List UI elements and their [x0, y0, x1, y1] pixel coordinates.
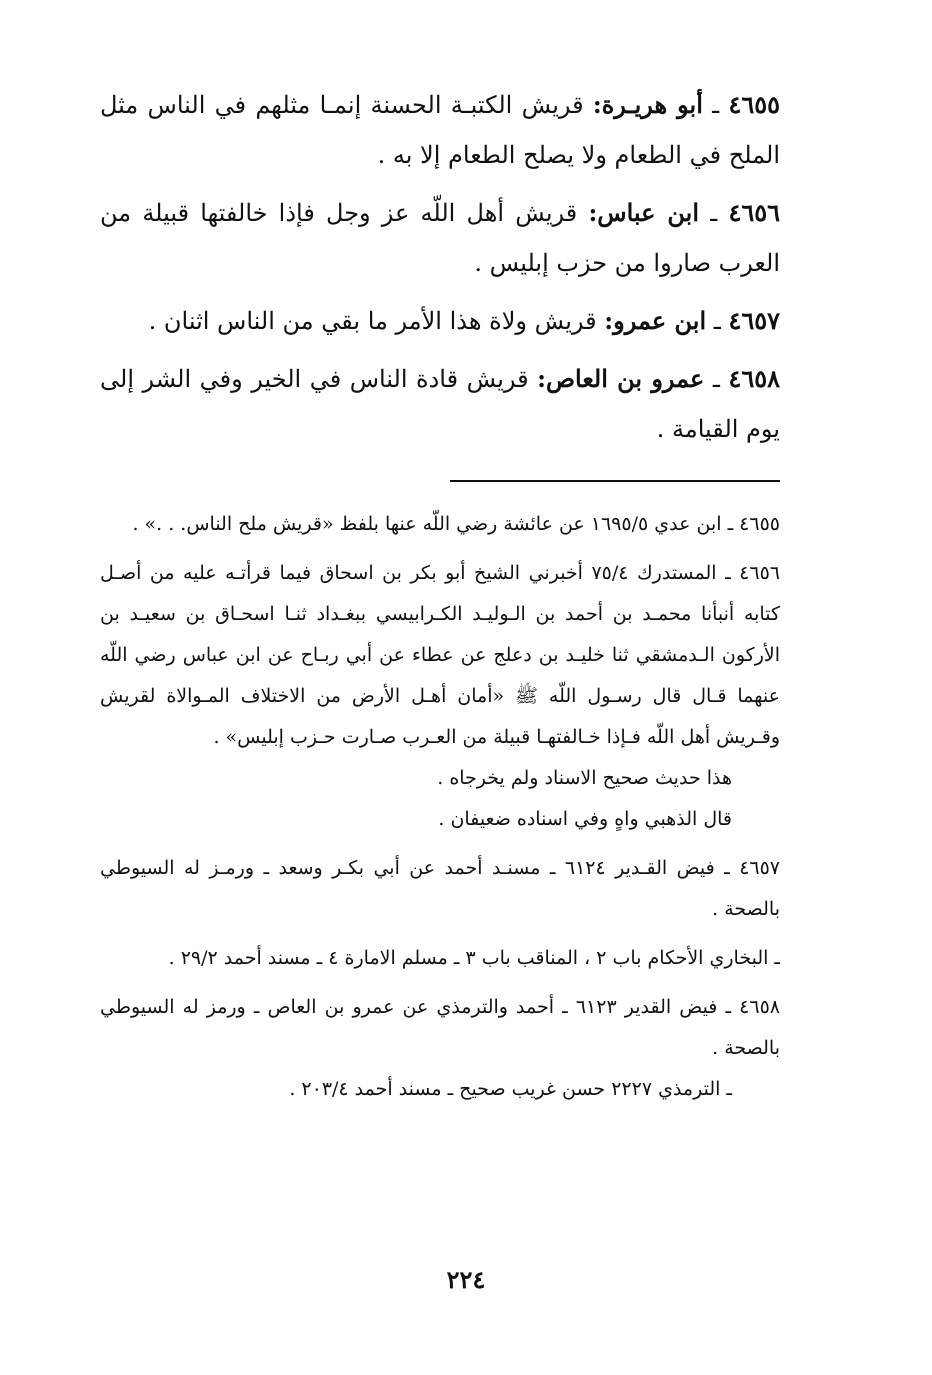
page-body	[100, 80, 780, 1118]
page-number: ٢٢٤	[446, 1265, 486, 1294]
footnote-divider	[450, 480, 780, 482]
hadith-entry-4655	[100, 80, 780, 180]
entry-dash: ـ	[699, 199, 718, 227]
footnote-4657	[100, 848, 780, 930]
footnote-text: ٤٦٥٦ ـ المستدرك ٧٥/٤ أخبرني الشيخ أبو بكر بن اسحاق فيما قرأتـه عليه من أصـل كتابه أنبأنا محمـد بن أحمد بن الـوليـد الكـرابيسي ببغـداد ثنـا اسحـاق بن سعيـد بن الأركون الـدمشقي ثنا خليـد بن دعلج عن عطاء عن أبي ربـاح عن ابن عباس رضي اللّه عنهما قـال قال رسـول اللّه ﷺ «أمان أهـل الأرض من الاختلاف المـوالاة لقريش وقـريش أهل اللّه فـإذا خـالفتهـا قبيلة من العـرب صـارت حـزب إبليس» .	[100, 562, 780, 748]
entry-narrator: أبو هريـرة:	[592, 90, 703, 119]
footnote-text: ـ البخاري الأحكام باب ٢ ، المناقب باب ٣ ـ مسلم الامارة ٤ ـ مسند أحمد ٢٩/٢ .	[168, 947, 780, 969]
entry-number: ٤٦٥٧	[728, 306, 780, 335]
entry-text: قريش قادة الناس في الخير وفي الشر إلى يوم القيامة .	[100, 365, 780, 443]
entry-dash: ـ	[704, 365, 720, 393]
footnote-4655	[100, 504, 780, 545]
footnote-text: ٤٦٥٧ ـ فيض القـدير ٦١٢٤ ـ مسنـد أحمد عن أبي بكـر وسعد ـ ورمـز له السيوطي بالصحة .	[100, 857, 781, 920]
entry-text: قريش أهل اللّه عز وجل فإذا خالفتها قبيلة من العرب صاروا من حزب إبليس .	[100, 199, 780, 277]
footnote-comment: ـ الترمذي ٢٢٢٧ حسن غريب صحيح ـ مسند أحمد ٢٠٣/٤ .	[289, 1078, 732, 1100]
hadith-entry-4658	[100, 354, 780, 454]
entry-narrator: ابن عباس:	[588, 198, 700, 227]
entry-narrator: عمرو بن العاص:	[537, 364, 705, 393]
footnote-text: ٤٦٥٥ ـ ابن عدي ١٦٩٥/٥ عن عائشة رضي اللّه عنها بلفظ «قريش ملح الناس. . .» .	[132, 513, 780, 535]
entry-dash: ـ	[702, 91, 720, 119]
hadith-entry-4656	[100, 188, 780, 288]
entry-number: ٤٦٥٥	[728, 90, 781, 119]
entry-number: ٤٦٥٨	[728, 364, 781, 393]
entry-narrator: ابن عمرو:	[604, 306, 707, 335]
entry-dash: ـ	[706, 307, 721, 335]
footnote-text: ٤٦٥٨ ـ فيض القدير ٦١٢٣ ـ أحمد والترمذي عن عمرو بن العاص ـ ورمز له السيوطي بالصحة .	[100, 996, 780, 1059]
footnote-comment: قال الذهبي واهٍ وفي اسناده ضعيفان .	[438, 808, 732, 830]
hadith-entry-4657	[100, 296, 780, 346]
main-text	[100, 80, 780, 454]
footnotes	[100, 504, 780, 1110]
entry-number: ٤٦٥٦	[728, 198, 781, 227]
entry-text: قريش ولاة هذا الأمر ما بقي من الناس اثنان .	[148, 307, 597, 335]
footnote-4657-extra	[100, 938, 780, 979]
footnote-4656	[100, 553, 780, 840]
footnote-4658	[100, 987, 780, 1110]
footnote-comment: هذا حديث صحيح الاسناد ولم يخرجاه .	[437, 767, 732, 789]
entry-text: قريش الكتبـة الحسنة إنمـا مثلهم في الناس مثل الملح في الطعام ولا يصلح الطعام إلا به .	[100, 91, 780, 169]
